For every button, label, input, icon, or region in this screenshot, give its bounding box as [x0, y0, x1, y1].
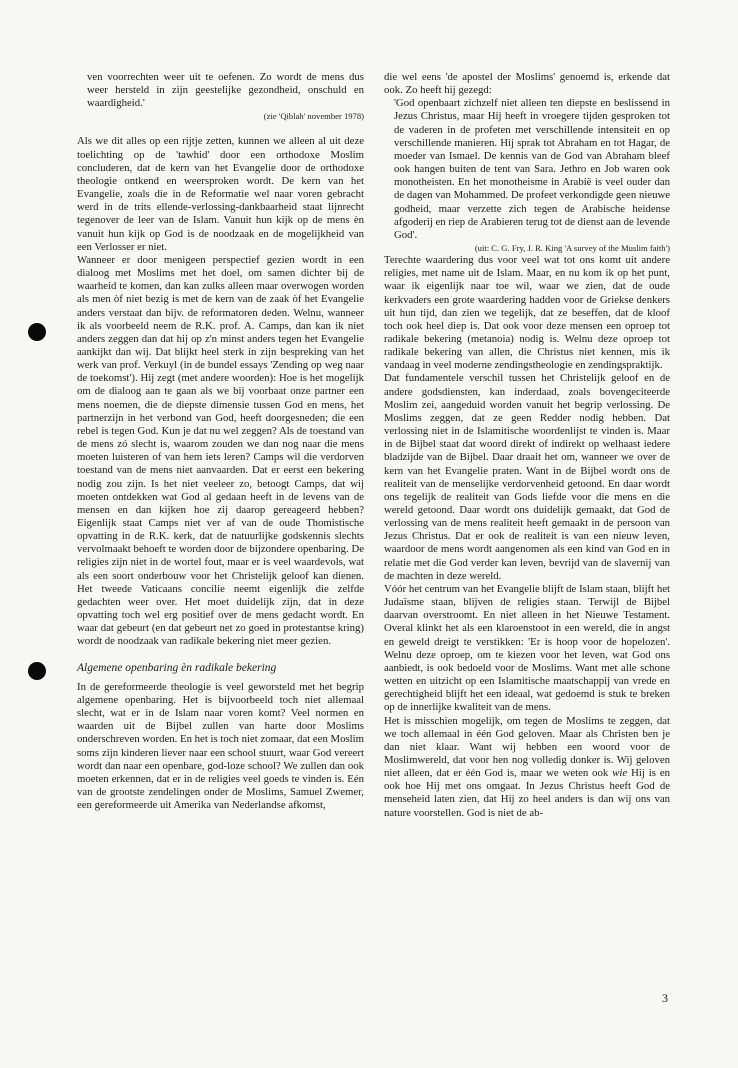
left-column [77, 71, 364, 812]
punch-hole-top [28, 323, 46, 341]
paragraph: Als we dit alles op een rijtje zetten, kunnen we alleen al uit deze toelichting op de 'tawhid' door een orthodoxe Moslim concluderen, dat de kern van het Evangelie door de orthodoxe theologie ontkend en weersproken wordt. De kern van het Evangelie, zoals die in de Reformatie wel naar voren gebracht werd in de trits ellende-verlossing-dankbaarheid staat lijnrecht tegenover de leer van de Islam. Vanuit hun kijk op de mens èn vanuit hun kijk op God is de noodzaak en de mogelijkheid van een Verlosser er niet. [77, 135, 364, 253]
block-quote: 'God openbaart zichzelf niet alleen ten diepste en beslissend in Jezus Christus, maar Hij heeft in vroegere tijden gesproken tot de vaderen in de profeten met verschillende intensiteit en op verschillende manieren. Hij sprak tot Abraham en tot Hagar, de moeder van Ismael. De kennis van de God van Abraham bleef ook hangen buiten de tent van Sara. Jethro en Job waren ook monotheisten. En het monotheisme in Arabië is veel ouder dan de dagen van Mohammed. De profeet verkondigde geen nieuwe godheid, maar verzette zich tegen de Arabische heidense afgoderij en riep de Arabieren terug tot de dienst aan de levende God'. [394, 97, 670, 241]
emphasis: wie [612, 767, 628, 780]
punch-hole-bottom [28, 662, 46, 680]
paragraph: Terechte waardering dus voor veel wat tot ons komt uit andere religies, met name uit de Islam. Maar, en nu kom ik op het punt, waar ik eigenlijk naar toe wil, waar we zien, dat de oude kerkvaders een grote waardering hadden voor de Griekse denkers uit hun tijd, dan zien we tegelijk, dat ze beseffen, dat de kloof toch ook heel diep is. Dat ook voor deze mensen een oproep tot radikale bekering (metanoia) nodig is. Welnu deze oproep tot radikale bekering van allen, die Christus niet kennen, mis ik vandaag in veel moderne zendingstheologie en zendingspraktijk. [384, 254, 670, 372]
source-citation: (zie 'Qiblah' november 1978) [263, 111, 364, 122]
paragraph: Wanneer er door menigeen perspectief gezien wordt in een dialoog met Moslims met het doel, om samen dichter bij de waarheid te komen, dan kan zulks alleen maar overwogen worden als men òf niet bezig is met de kern van de zaak òf het Evangelie anders verstaat dan bijv. de reformatoren deden. Welnu, wanneer ik als voorbeeld neem de R.K. prof. A. Camps, dan kan ik niet anders zeggen dan dat hij op z'n minst anders tegen het Evangelie aankijkt dan wij. Dat blijkt heel sterk in zijn bespreking van het werk van prof. Verkuyl (in de bundel essays 'Zending op weg naar de toekomst'). Hij zegt (met andere woorden): Hoe is het mogelijk om de dialoog aan te gaan als we bij voorbaat onze partner een mens noemen, die de diepste dimensie tussen God en mens, het partnerzijn in het verbond van God, heeft doorgesneden; die een rebel is tegen God. Kun je dat nu wel zeggen? Als de toestand van de mens zó slecht is, waarom zouden we dan nog naar die mens moeten luisteren of van hem iets leren? Camps wil die verdorven toestand van de mens niet aanvaarden. Dat er eerst een bekering nodig zou zijn. Is het niet veeleer zo, betoogt Camps, dat wij moeten ontdekken wat God al gedaan heeft in de levens van de mensen en dan kijken hoe zij daarop gereageerd hebben? Eigenlijk staat Camps niet ver af van de oude Thomistische opvatting in de R.K. kerk, dat de natuurlijke godskennis slechts vervolmaakt behoeft te worden door de bijzondere openbaring. De religies zijn niet in de wortel fout, maar er is veel waardevols, wat als een soort onderbouw voor het Christelijk geloof kan dienen. Het tweede Vaticaans concilie neemt eigenlijk die zelfde gedachten weer over. Het moet duidelijk zijn, dat in deze opvatting toch wel erg positief over de mens gedacht wordt. En waar dat gebeurt (en dat gebeurt net zo goed in protestantse kring) wordt de noodzaak van radikale bekering niet meer gezien. [77, 253, 364, 648]
paragraph: In de gereformeerde theologie is veel geworsteld met het begrip algemene openbaring. Het is bijvoorbeeld toch niet allemaal slecht, wat er in de Islam naar voren komt? Veel normen en waarden uit de Bijbel zullen van harte door Moslims onderschreven worden. En het is toch niet zomaar, dat een Moslim soms zijn kinderen liever naar een school stuurt, waar God vereert wordt dan naar een openbare, god-loze school? We zullen dan ook moeten erkennen, dat er in de religies veel goeds te vinden is. Eén van de grootste zendelingen onder de Moslims, Samuel Zwemer, een gereformeerde uit Amerika van Nederlandse afkomst, [77, 680, 364, 812]
section-heading: Algemene openbaring èn radikale bekering [77, 661, 277, 674]
paragraph: Vóór het centrum van het Evangelie blijft de Islam staan, blijft het Judaïsme staan, blijven de religies staan. Terwijl de Bijbel daarvan overstroomt. En niet alleen in het Nieuwe Testament. Overal klinkt het als een klaroenstoot in een wereld, die in angst en geweld dreigt te verstikken: 'Er is hoop voor de hopelozen'. Welnu deze oproep, om te kiezen voor het leven, wat God ons aanbiedt, is ook bedoeld voor de Moslims. Want met alle schone wetten en uitzicht op een Islamitische maatschappij van vrede en gerechtigheid blijft het een ideaal, wat gedoemd is stuk te breken op de innerlijke kwaliteit van de mens. [384, 582, 670, 714]
right-column [384, 71, 670, 820]
paragraph: Dat fundamentele verschil tussen het Christelijk geloof en de andere godsdiensten, kan inderdaad, zoals bovengeciteerde Moslim zei, aangeduid worden vanuit het begrip verlossing. De Moslims zeggen, dat ze geen Redder nodig hebben. Dat verlossing niet in de Islamitische woordenlijst te vinden is. Maar in de Bijbel staat dat woord direkt of indirekt op welhaast iedere bladzijde van de Bijbel. Daar draait het om, wanneer we over de kern van het Evangelie praten. Want in de Bijbel wordt ons de realiteit van de menselijke verdorvenheid getoond. En daar wordt ons tegelijk de realiteit van Gods liefde voor die mens en die wereld getoond. Daar wordt ons duidelijk gemaakt, dat God de verlossing van de mens realiteit heeft gemaakt in de persoon van Jezus Christus. Dat er ook de realiteit is van een nieuw leven, waardoor de mens wordt aangenomen als een kind van God en in relatie met die God verder kan leven, bevrijd van de slavernij van de machten in deze wereld. [384, 372, 670, 582]
page-number: 3 [662, 991, 668, 1005]
paragraph: Het is misschien mogelijk, om tegen de Moslims te zeggen, dat we toch allemaal in één God geloven. Maar als Christen ben je dan niet klaar. Want wij hebben een woord voor de Moslimwereld, dat voor hen nog volledig donker is. Wij geloven niet alleen, dat er één God is, maar we weten ook wie Hij is en ook hoe Hij met ons omgaat. In Jezus Christus heeft God de menseheid laten zien, dat Hij zo heel anders is dan wij ons van nature voorstellen. God is niet de ab- [384, 714, 670, 819]
paragraph: die wel eens 'de apostel der Moslims' genoemd is, erkende dat ook. Zo heeft hij gezegd: [384, 71, 670, 97]
source-citation: (uit: C. G. Fry, J. R. King 'A survey of the Muslim faith') [474, 243, 670, 254]
quote-ending: ven voorrechten weer uit te oefenen. Zo wordt de mens dus weer hersteld in zijn geestelijke gezondheid, onschuld en waardigheid.' [87, 71, 364, 110]
